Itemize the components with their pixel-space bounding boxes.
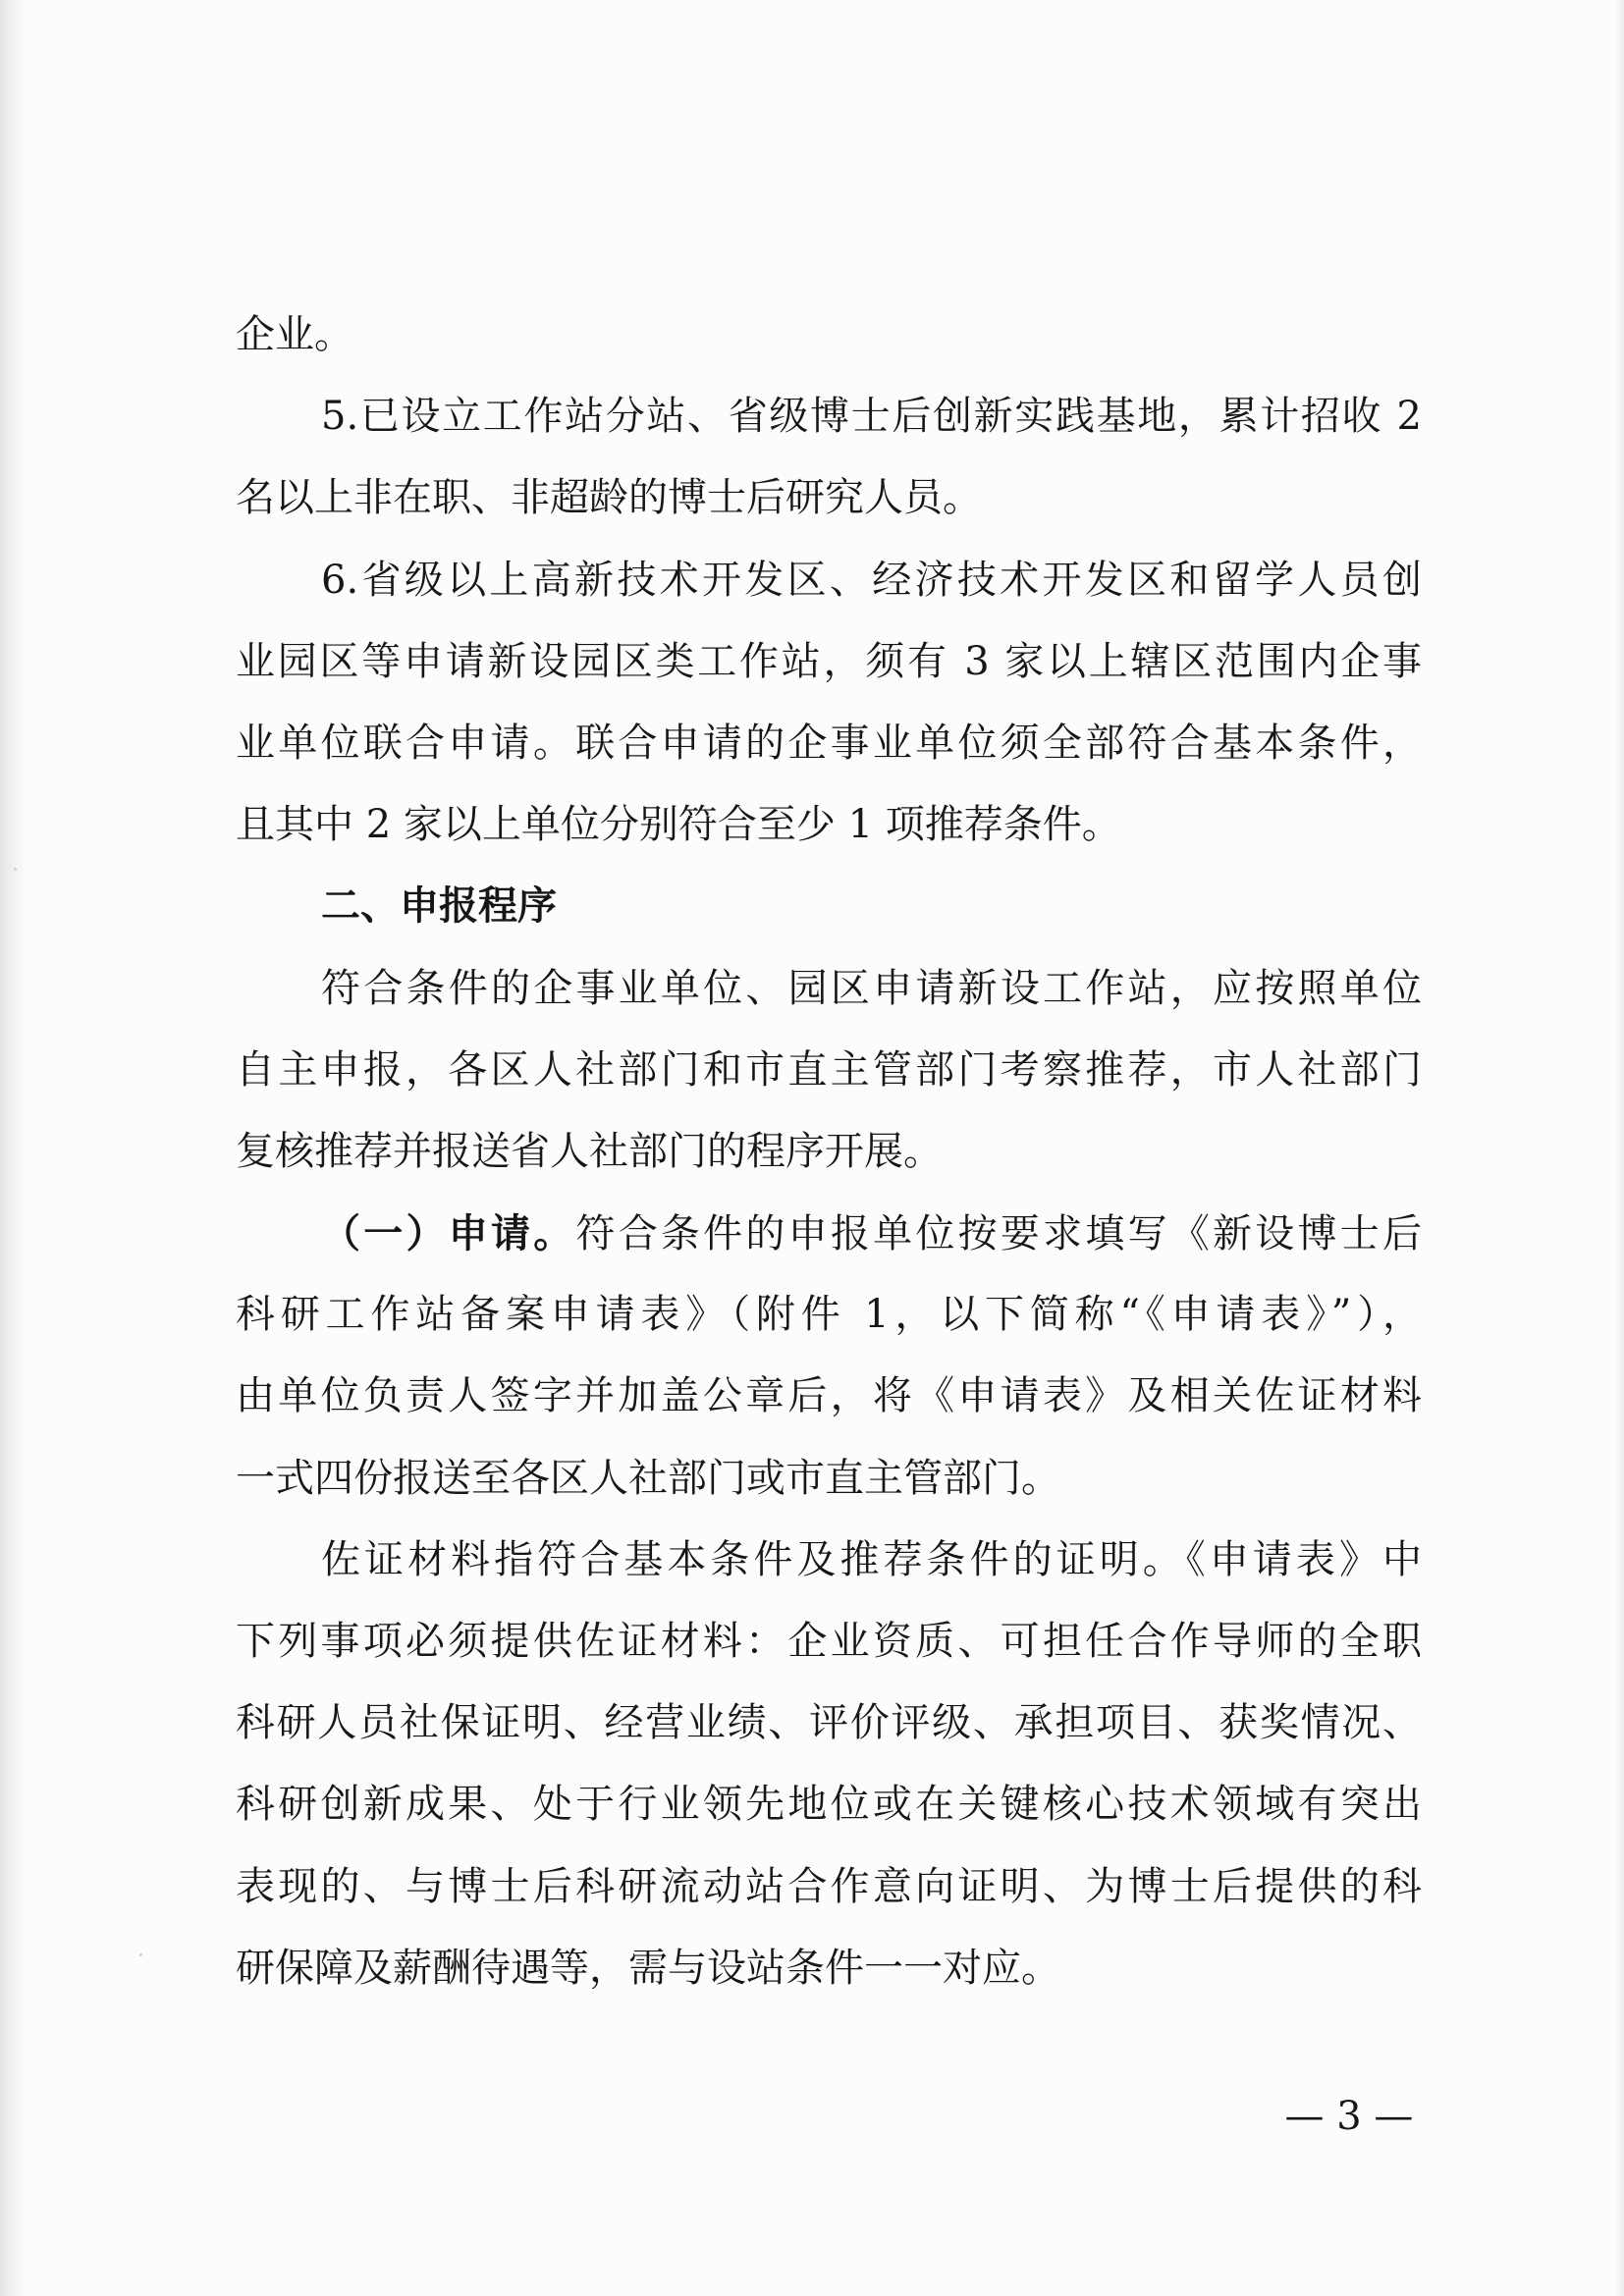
text-line: 符合条件的企事业单位、园区申请新设工作站，应按照单位 [321, 965, 1422, 1011]
section-heading: 二、申报程序 [321, 883, 557, 930]
paragraph [236, 376, 1422, 539]
text-line: 科研创新成果、处于行业领先地位或在关键核心技术领域有突出 [236, 1782, 1422, 1828]
text-line-rest: 符合条件的申报单位按要求填写《新设博士后 [575, 1211, 1422, 1257]
text-line: 6.省级以上高新技术开发区、经济技术开发区和留学人员创 [321, 557, 1422, 603]
text-line: 复核推荐并报送省人社部门的程序开展。 [236, 1128, 943, 1174]
paragraph [236, 294, 1422, 376]
text-line: 研保障及薪酬待遇等，需与设站条件一一对应。 [236, 1945, 1060, 1991]
text-line: 且其中 2 家以上单位分别符合至少 1 项推荐条件。 [236, 802, 1121, 848]
text-line: 自主申报，各区人社部门和市直主管部门考察推荐，市人社部门 [236, 1046, 1422, 1093]
text-line: 科研工作站备案申请表》（附件 1，以下简称“《申请表》”）， [236, 1292, 1422, 1338]
text-line: 表现的、与博士后科研流动站合作意向证明、为博士后提供的科 [236, 1863, 1422, 1909]
text-line: 佐证材料指符合基本条件及推荐条件的证明。《申请表》中 [321, 1536, 1422, 1582]
text-line: 一式四份报送至各区人社部门或市直主管部门。 [236, 1455, 1060, 1501]
text-line: 业园区等申请新设园区类工作站，须有 3 家以上辖区范围内企事 [236, 638, 1422, 684]
paragraph [236, 1520, 1422, 2009]
scan-edge-shadow-right [1614, 0, 1624, 2296]
text-line: 由单位负责人签字并加盖公章后，将《申请表》及相关佐证材料 [236, 1373, 1422, 1419]
text-line: 业单位联合申请。联合申请的企事业单位须全部符合基本条件， [236, 720, 1422, 766]
page-number: — 3 — [1284, 2094, 1414, 2139]
text-line: 5.已设立工作站分站、省级博士后创新实践基地，累计招收 2 [321, 394, 1422, 440]
body-text [236, 294, 1422, 2009]
paragraph [236, 540, 1422, 867]
text-line: 下列事项必须提供佐证材料：企业资质、可担任合作导师的全职 [236, 1619, 1422, 1664]
text-line [236, 1193, 1422, 1274]
scan-speck [14, 868, 17, 871]
paragraph [236, 948, 1422, 1194]
text-line: 企业。 [236, 312, 353, 357]
text-line: 名以上非在职、非超龄的博士后研究人员。 [236, 475, 982, 521]
scan-edge-shadow [0, 0, 26, 2296]
scan-speck [139, 1953, 142, 1956]
paragraph [236, 1193, 1422, 1520]
subsection-lead: （一）申请。 [321, 1210, 576, 1257]
text-line: 科研人员社保证明、经营业绩、评价评级、承担项目、获奖情况、 [236, 1700, 1422, 1746]
